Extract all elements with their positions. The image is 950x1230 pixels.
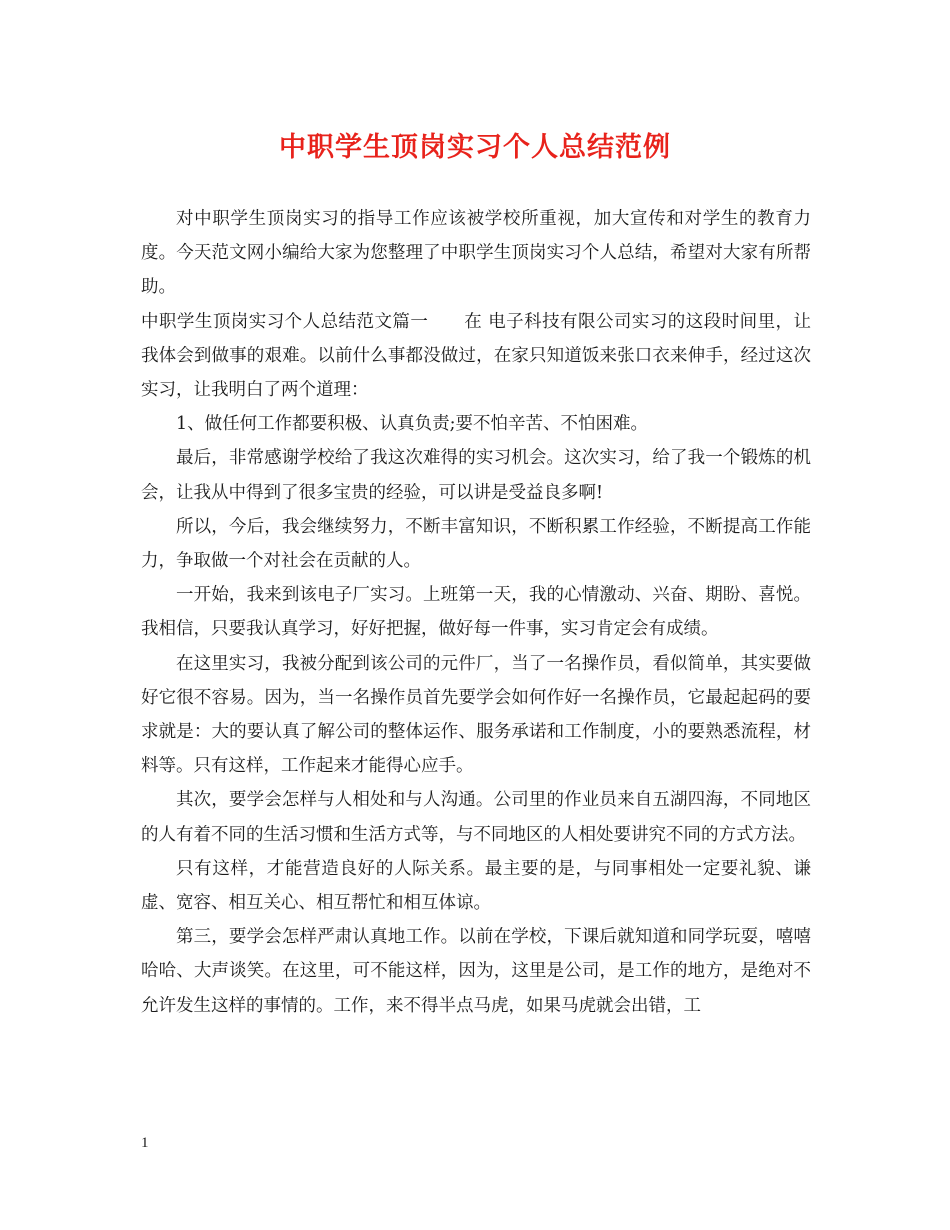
paragraph: 其次，要学会怎样与人相处和与人沟通。公司里的作业员来自五湖四海，不同地区的人有着不同的生活习惯和生活方式等，与不同地区的人相处要讲究不同的方式方法。 bbox=[141, 790, 811, 845]
paragraph: 所以，今后，我会继续努力，不断丰富知识，不断积累工作经验，不断提高工作能力，争取做一个对社会在贡献的人。 bbox=[141, 516, 811, 572]
paragraph: 一开始，我来到该电子厂实习。上班第一天，我的心情激动、兴奋、期盼、喜悦。我相信，只要我认真学习，好好把握，做好每一件事，实习肯定会有成绩。 bbox=[141, 585, 811, 640]
paragraph: 1、做任何工作都要积极、认真负责;要不怕辛苦、不怕困难。 bbox=[176, 414, 649, 435]
paragraph: 最后，非常感谢学校给了我这次难得的实习机会。这次实习，给了我一个锻炼的机会，让我从中得到了很多宝贵的经验，可以讲是受益良多啊! bbox=[141, 448, 811, 503]
paragraph: 对中职学生顶岗实习的指导工作应该被学校所重视，加大宣传和对学生的教育力度。今天范文网小编给大家为您整理了中职学生顶岗实习个人总结，希望对大家有所帮助。 bbox=[141, 209, 811, 298]
paragraph: 第三，要学会怎样严肃认真地工作。以前在学校，下课后就知道和同学玩耍，嘻嘻哈哈、大声谈笑。在这里，可不能这样，因为，这里是公司，是工作的地方，是绝对不允许发生这样的事情的。工作，来不得半点马虎，如果马虎就会出错，工 bbox=[141, 927, 811, 1016]
document-body bbox=[141, 202, 811, 1023]
paragraph: 在这里实习，我被分配到该公司的元件厂，当了一名操作员，看似简单，其实要做好它很不容易。因为，当一名操作员首先要学会如何作好一名操作员，它最起起码的要求就是：大的要认真了解公司的整体运作、服务承诺和工作制度，小的要熟悉流程，材料等。只有这样，工作起来才能得心应手。 bbox=[141, 653, 811, 777]
paragraph: 中职学生顶岗实习个人总结范文篇一 在 电子科技有限公司实习的这段时间里，让我体会到做事的艰难。以前什么事都没做过，在家只知道饭来张口衣来伸手，经过这次实习，让我明白了两个道理： bbox=[141, 311, 811, 401]
page-number: 1 bbox=[141, 1135, 149, 1151]
document-title: 中职学生顶岗实习个人总结范例 bbox=[279, 132, 671, 163]
paragraph: 只有这样，才能营造良好的人际关系。最主要的是，与同事相处一定要礼貌、谦虚、宽容、相互关心、相互帮忙和相互体谅。 bbox=[141, 858, 811, 914]
